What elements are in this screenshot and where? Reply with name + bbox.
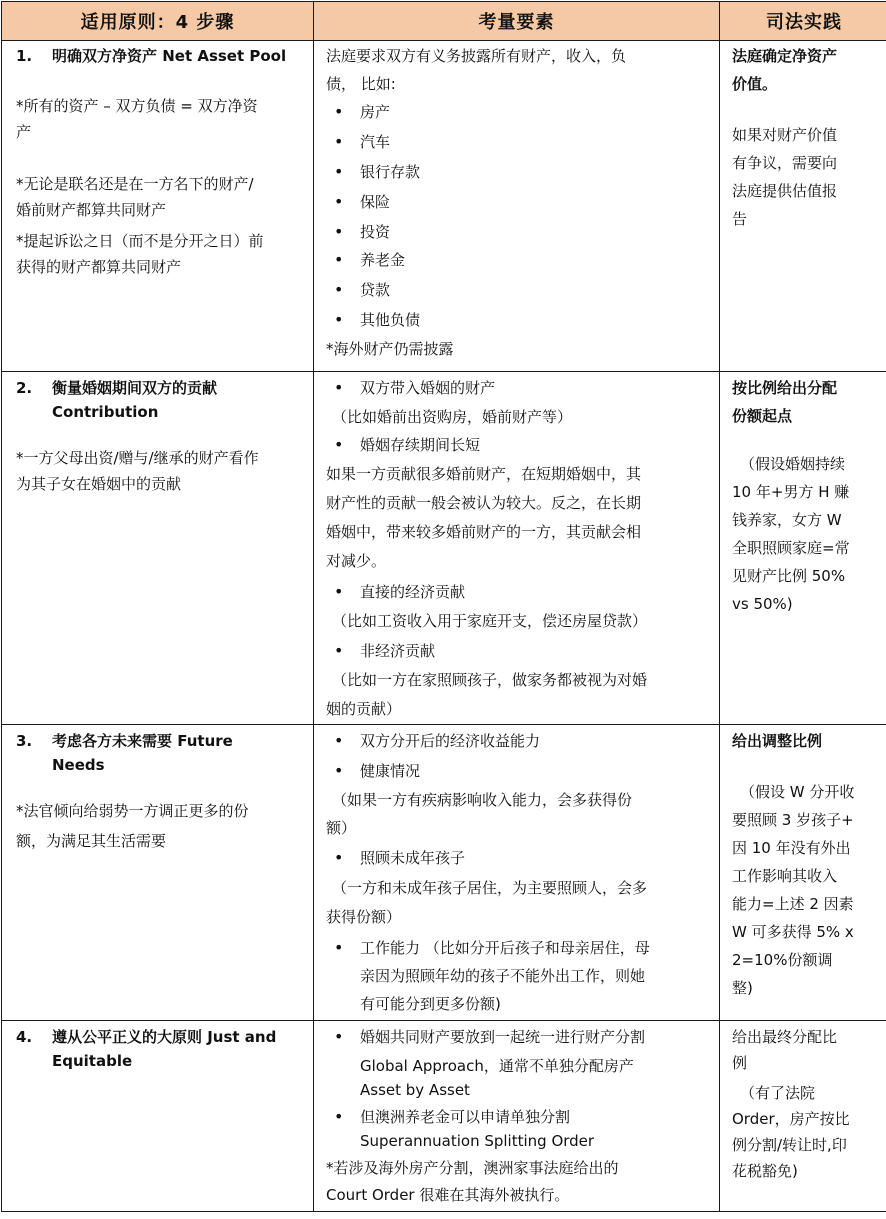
table-row bbox=[2, 1021, 886, 1212]
step-title-en: Needs bbox=[52, 755, 105, 775]
factor-bullet: • 银行存款 bbox=[360, 162, 420, 182]
factor-line: 对减少。 bbox=[326, 551, 386, 571]
header-principles: 适用原则：4 步骤 bbox=[2, 2, 314, 41]
step-title: 衡量婚姻期间双方的贡献 bbox=[52, 378, 217, 398]
principle-cell bbox=[2, 1021, 314, 1212]
table-row bbox=[2, 725, 886, 1021]
factors-cell bbox=[314, 725, 720, 1021]
factor-bullet: • 工作能力 （比如分开后孩子和母亲居住，母 bbox=[360, 938, 650, 958]
header-practice: 司法实践 bbox=[720, 2, 886, 41]
practice-line: 因 10 年没有外出 bbox=[732, 838, 851, 858]
step-number: 2. bbox=[16, 378, 32, 398]
factor-line: 法庭要求双方有义务披露所有财产，收入，负 bbox=[326, 46, 626, 66]
practice-line: 法庭提供估值报 bbox=[732, 181, 837, 201]
factors-cell bbox=[314, 41, 720, 372]
factor-bullet: • 养老金 bbox=[360, 250, 405, 270]
practice-line: 要照顾 3 岁孩子+ bbox=[732, 810, 854, 830]
factor-line: （比如婚前出资购房，婚前财产等） bbox=[332, 407, 572, 427]
factor-line: *海外财产仍需披露 bbox=[326, 339, 454, 359]
step-number: 1. bbox=[16, 46, 32, 66]
factor-bullet: • 婚姻共同财产要放到一起统一进行财产分割 bbox=[360, 1027, 645, 1047]
practice-line: 给出最终分配比 bbox=[732, 1027, 837, 1047]
factor-line: 财产性的贡献一般会被认为较大。反之，在长期 bbox=[326, 493, 641, 513]
factor-bullet: • 房产 bbox=[360, 102, 390, 122]
principles-table bbox=[1, 1, 886, 1212]
factor-line: 获得份额） bbox=[326, 907, 401, 927]
practice-line: 整) bbox=[732, 978, 753, 998]
factor-bullet: • 投资 bbox=[360, 222, 390, 242]
factor-bullet: • 非经济贡献 bbox=[360, 641, 435, 661]
practice-line: 能力=上述 2 因素 bbox=[732, 894, 854, 914]
note-line: 婚前财产都算共同财产 bbox=[16, 200, 166, 220]
step-title-en: Equitable bbox=[52, 1051, 132, 1071]
factor-bullet: • 贷款 bbox=[360, 280, 390, 300]
principle-cell bbox=[2, 372, 314, 725]
factor-bullet: • 保险 bbox=[360, 192, 390, 212]
step-number: 3. bbox=[16, 731, 32, 751]
factor-line: Global Approach，通常不单独分配房产 bbox=[360, 1056, 634, 1076]
practice-line: 工作影响其收入 bbox=[732, 866, 837, 886]
practice-line: Order，房产按比 bbox=[732, 1109, 850, 1129]
practice-line: 花税豁免) bbox=[732, 1161, 798, 1181]
factor-bullet: • 但澳洲养老金可以申请单独分割 bbox=[360, 1107, 570, 1127]
note-line: 产 bbox=[16, 122, 31, 142]
step-number: 4. bbox=[16, 1027, 32, 1047]
factors-cell bbox=[314, 372, 720, 725]
factor-bullet: • 汽车 bbox=[360, 132, 390, 152]
practice-line: 如果对财产价值 bbox=[732, 125, 837, 145]
practice-line: 有争议，需要向 bbox=[732, 153, 837, 173]
practice-line: （有了法院 bbox=[740, 1083, 815, 1103]
practice-line: 钱养家，女方 W bbox=[732, 510, 842, 530]
factor-line: 额） bbox=[326, 818, 356, 838]
note-line: 为其子女在婚姻中的贡献 bbox=[16, 474, 181, 494]
factor-line: *若涉及海外房产分割，澳洲家事法庭给出的 bbox=[326, 1158, 619, 1178]
factor-line: （比如工资收入用于家庭开支，偿还房屋贷款） bbox=[332, 611, 647, 631]
practice-line: 价值。 bbox=[732, 74, 777, 94]
practice-line: W 可多获得 5% x bbox=[732, 922, 854, 942]
practice-line: 按比例给出分配 bbox=[732, 378, 837, 398]
factor-line: 亲因为照顾年幼的孩子不能外出工作，则她 bbox=[360, 966, 645, 986]
practice-cell bbox=[720, 725, 886, 1021]
table-row bbox=[2, 41, 886, 372]
practice-line: （假设婚姻持续 bbox=[740, 454, 845, 474]
factor-line: 婚姻中，带来较多婚前财产的一方，其贡献会相 bbox=[326, 522, 641, 542]
note-line: *法官倾向给弱势一方调正更多的份 bbox=[16, 801, 249, 821]
note-line: 获得的财产都算共同财产 bbox=[16, 257, 181, 277]
practice-line: 见财产比例 50% bbox=[732, 566, 845, 586]
practice-line: 例分割/转让时,印 bbox=[732, 1135, 847, 1155]
principle-cell bbox=[2, 725, 314, 1021]
practice-line: 2=10%份额调 bbox=[732, 950, 832, 970]
factor-bullet: • 婚姻存续期间长短 bbox=[360, 435, 480, 455]
practice-line: 告 bbox=[732, 209, 747, 229]
practice-line: 给出调整比例 bbox=[732, 731, 822, 751]
factors-cell bbox=[314, 1021, 720, 1212]
practice-line: 法庭确定净资产 bbox=[732, 46, 837, 66]
factor-line: Court Order 很难在其海外被执行。 bbox=[326, 1185, 569, 1205]
table-row bbox=[2, 372, 886, 725]
step-title: 明确双方净资产 Net Asset Pool bbox=[52, 46, 286, 66]
step-title-en: Contribution bbox=[52, 402, 158, 422]
header-factors: 考量要素 bbox=[314, 2, 720, 41]
factor-line: （如果一方有疾病影响收入能力，会多获得份 bbox=[332, 790, 632, 810]
factor-line: 如果一方贡献很多婚前财产，在短期婚姻中，其 bbox=[326, 464, 641, 484]
practice-cell bbox=[720, 372, 886, 725]
factor-line: 债， 比如: bbox=[326, 74, 396, 94]
principle-cell bbox=[2, 41, 314, 372]
factor-bullet: • 双方带入婚姻的财产 bbox=[360, 378, 495, 398]
factor-line: Asset by Asset bbox=[360, 1080, 470, 1100]
header-row bbox=[2, 2, 886, 41]
note-line: 额，为满足其生活需要 bbox=[16, 831, 166, 851]
practice-line: 全职照顾家庭=常 bbox=[732, 538, 850, 558]
practice-cell bbox=[720, 1021, 886, 1212]
factor-bullet: • 直接的经济贡献 bbox=[360, 582, 465, 602]
note-line: *一方父母出资/赠与/继承的财产看作 bbox=[16, 448, 259, 468]
practice-line: 10 年+男方 H 赚 bbox=[732, 482, 849, 502]
factor-bullet: • 双方分开后的经济收益能力 bbox=[360, 731, 540, 751]
factor-line: （一方和未成年孩子居住，为主要照顾人，会多 bbox=[332, 878, 647, 898]
practice-line: （假设 W 分开收 bbox=[740, 782, 854, 802]
factor-bullet: • 其他负债 bbox=[360, 310, 420, 330]
step-title: 考虑各方未来需要 Future bbox=[52, 731, 233, 751]
factor-bullet: • 健康情况 bbox=[360, 761, 420, 781]
note-line: *无论是联名还是在一方名下的财产/ bbox=[16, 174, 254, 194]
factor-bullet: • 照顾未成年孩子 bbox=[360, 848, 465, 868]
practice-line: 例 bbox=[732, 1053, 747, 1073]
factor-line: Superannuation Splitting Order bbox=[360, 1131, 594, 1151]
note-line: *所有的资产 – 双方负债 = 双方净资 bbox=[16, 96, 258, 116]
practice-line: vs 50%) bbox=[732, 594, 793, 614]
practice-line: 份额起点 bbox=[732, 406, 792, 426]
practice-cell bbox=[720, 41, 886, 372]
note-line: *提起诉讼之日（而不是分开之日）前 bbox=[16, 231, 264, 251]
step-title: 遵从公平正义的大原则 Just and bbox=[52, 1027, 276, 1047]
factor-line: 有可能分到更多份额) bbox=[360, 994, 501, 1014]
factor-line: 姻的贡献） bbox=[326, 699, 401, 719]
factor-line: （比如一方在家照顾孩子，做家务都被视为对婚 bbox=[332, 670, 647, 690]
